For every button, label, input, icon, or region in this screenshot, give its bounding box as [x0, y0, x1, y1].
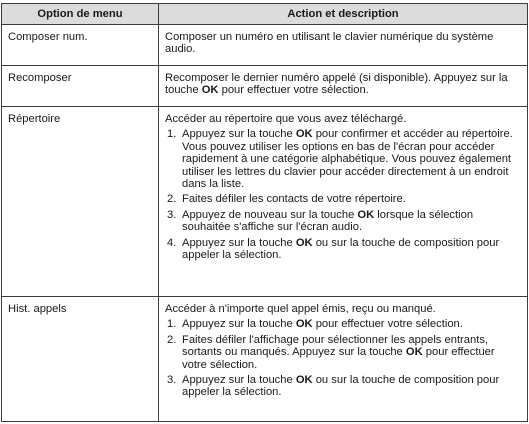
- description-cell: [159, 297, 528, 422]
- table-row: [2, 107, 528, 297]
- list-item: [165, 128, 521, 190]
- option-cell: Répertoire: [2, 107, 159, 297]
- column-header-option: Option de menu: [2, 4, 159, 25]
- column-header-action: Action et description: [159, 4, 528, 25]
- list-item: [165, 193, 521, 205]
- option-cell: Recomposer: [2, 66, 159, 107]
- list-item: [165, 374, 521, 399]
- list-item: [165, 237, 521, 262]
- step-text: Appuyez sur la touche OK ou sur la touche de composition pour appeler la sélection.: [182, 236, 500, 262]
- description-cell: [159, 66, 528, 107]
- step-number: 2.: [167, 333, 177, 346]
- description-cell: [159, 25, 528, 66]
- step-number: 4.: [167, 236, 177, 249]
- description-text: Composer un numéro en utilisant le clavier numérique du système audio.: [165, 31, 494, 56]
- step-number: 3.: [167, 208, 177, 221]
- step-number: 1.: [167, 318, 177, 331]
- steps-list: [165, 128, 521, 261]
- step-text: Faites défiler l'affichage pour sélectionner les appels entrants, sortants ou manqués. Appuyez sur la touche OK pour effectuer votre sélection.: [182, 333, 495, 371]
- description-text: Recomposer le dernier numéro appelé (si disponible). Appuyez sur la touche OK pour effectuer votre sélection.: [165, 72, 508, 97]
- step-number: 3.: [167, 374, 177, 387]
- description-text: Accéder au répertoire que vous avez téléchargé.: [165, 113, 407, 125]
- step-number: 1.: [167, 128, 177, 141]
- step-text: Appuyez sur la touche OK pour confirmer et accéder au répertoire. Vous pouvez utiliser les options en bas de l'écran pour accéder rapidement à une catégorie alphabétique. Vous pouvez également utiliser les lettres du clavier pour accéder directement à un endroit dans la liste.: [182, 128, 513, 191]
- steps-list: [165, 318, 521, 398]
- table-row: [2, 66, 528, 107]
- list-item: [165, 209, 521, 234]
- menu-options-table: [1, 3, 528, 422]
- option-cell: Hist. appels: [2, 297, 159, 422]
- description-cell: [159, 107, 528, 297]
- step-number: 2.: [167, 193, 177, 206]
- list-item: [165, 334, 521, 371]
- list-item: [165, 318, 521, 330]
- table-row: [2, 297, 528, 422]
- step-text: Appuyez sur la touche OK ou sur la touche de composition pour appeler la sélection.: [182, 374, 500, 399]
- step-text: Appuyez sur la touche OK pour effectuer votre sélection.: [182, 318, 463, 331]
- table-header-row: [2, 4, 528, 25]
- step-text: Faites défiler les contacts de votre répertoire.: [182, 193, 406, 206]
- description-text: Accéder à n'importe quel appel émis, reçu ou manqué.: [165, 303, 436, 315]
- step-text: Appuyez de nouveau sur la touche OK lorsque la sélection souhaitée s'affiche sur l'écran audio.: [182, 208, 474, 234]
- option-cell: Composer num.: [2, 25, 159, 66]
- table-row: [2, 25, 528, 66]
